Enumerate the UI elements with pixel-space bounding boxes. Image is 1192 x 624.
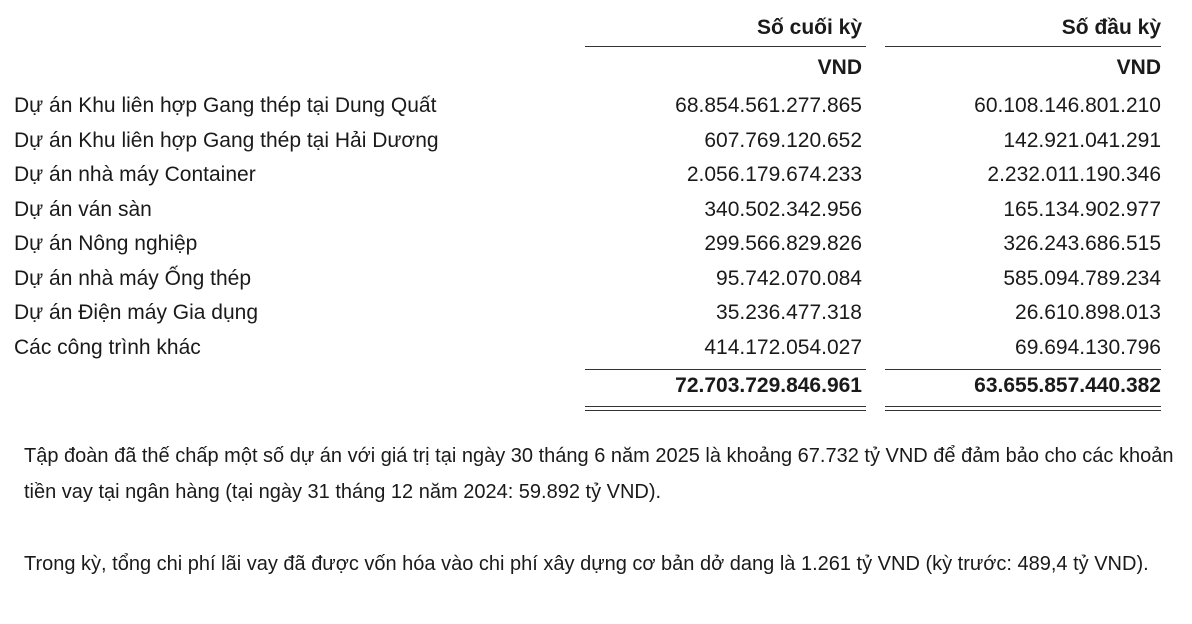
- total-rule-opening: [885, 369, 1161, 370]
- table-row: [0, 332, 1192, 367]
- row-label: Các công trình khác: [14, 335, 201, 359]
- table-row: [0, 125, 1192, 160]
- row-value-ending: 607.769.120.652: [704, 128, 862, 152]
- table-row: [0, 297, 1192, 332]
- row-value-ending: 299.566.829.826: [704, 232, 862, 255]
- total-rule-ending: [585, 369, 866, 370]
- row-label: Dự án nhà máy Container: [14, 163, 256, 186]
- header-rule-opening: [885, 46, 1161, 47]
- row-value-opening: 585.094.789.234: [1003, 266, 1161, 290]
- row-value-opening: 165.134.902.977: [1003, 197, 1161, 221]
- row-label: Dự án Khu liên hợp Gang thép tại Hải Dương: [14, 128, 439, 152]
- table-row: [0, 263, 1192, 298]
- row-value-opening: 326.243.686.515: [1003, 232, 1161, 255]
- row-label: Dự án Khu liên hợp Gang thép tại Dung Quất: [14, 94, 437, 117]
- row-value-opening: 2.232.011.190.346: [987, 163, 1161, 186]
- row-label: Dự án Nông nghiệp: [14, 232, 198, 255]
- row-value-ending: 35.236.477.318: [716, 301, 862, 324]
- table-row: [0, 159, 1192, 194]
- row-value-ending: 340.502.342.956: [704, 197, 862, 221]
- row-value-ending: 414.172.054.027: [704, 335, 862, 359]
- row-value-opening: 142.921.041.291: [1003, 128, 1161, 152]
- total-double-rule-ending: [585, 406, 866, 411]
- row-value-ending: 95.742.070.084: [716, 266, 862, 290]
- table-row: [0, 194, 1192, 229]
- row-value-ending: 68.854.561.277.865: [675, 94, 862, 117]
- mortgage-note-paragraph: Tập đoàn đã thế chấp một số dự án với giá trị tại ngày 30 tháng 6 năm 2025 là khoảng 67.732 tỷ VND để đảm bảo cho các khoản tiền vay tại ngân hàng (tại ngày 31 tháng 12 năm 2024: 59.892 tỷ VND).: [24, 445, 1174, 503]
- row-value-opening: 69.694.130.796: [1015, 335, 1161, 359]
- column-unit-opening: VND: [1116, 56, 1161, 79]
- table-row: [0, 90, 1192, 125]
- row-value-opening: 60.108.146.801.210: [974, 94, 1161, 117]
- row-label: Dự án Điện máy Gia dụng: [14, 301, 259, 324]
- row-value-opening: 26.610.898.013: [1015, 301, 1161, 324]
- row-label: Dự án nhà máy Ống thép: [14, 266, 252, 290]
- column-header-ending-balance: Số cuối kỳ: [756, 16, 862, 39]
- table-row: [0, 228, 1192, 263]
- column-unit-ending: VND: [817, 56, 862, 79]
- row-value-ending: 2.056.179.674.233: [686, 163, 862, 186]
- capitalized-interest-paragraph: Trong kỳ, tổng chi phí lãi vay đã được vốn hóa vào chi phí xây dựng cơ bản dở dang là 1.261 tỷ VND (kỳ trước: 489,4 tỷ VND).: [24, 553, 1149, 575]
- table-body: [0, 90, 1192, 366]
- header-rule-ending: [585, 46, 866, 47]
- column-header-opening-balance: Số đầu kỳ: [1061, 16, 1161, 39]
- total-value-opening: 63.655.857.440.382: [974, 374, 1161, 397]
- total-double-rule-opening: [885, 406, 1161, 411]
- row-label: Dự án ván sàn: [14, 197, 152, 221]
- total-value-ending: 72.703.729.846.961: [675, 374, 862, 397]
